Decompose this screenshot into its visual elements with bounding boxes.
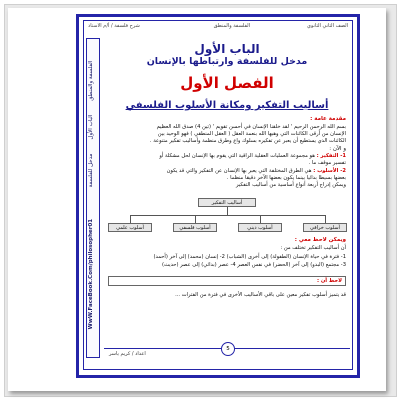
definition-thinking-label: 1- التفكير : [316, 153, 346, 159]
intro-line-3: الكائنات الذي يستطيع أن يعبر عن تفكيره بسلوك واع وطرق منظمة وأساليب تفكير متنوعة . [149, 138, 346, 144]
header-grade: الصف الثاني الثانوي [307, 23, 348, 29]
now-label: و الآن : [329, 146, 346, 152]
notice-list-line-2: 3- مجتمع (البدو) إلى آخر (الحضر) في نفس العصر 4- عصر (بدائي) إلى عصر (حديث) [162, 262, 346, 268]
intro-label: مقدمة عامة : [310, 116, 346, 122]
sidebar-tag-1: مدخل للفلسفة [88, 153, 94, 188]
tree-connector-stem [227, 207, 228, 215]
tree-child-box: أسلوب فلسفي [173, 223, 217, 232]
definition-thinking-text: هو مجموعة العمليات العقلية الراقية التي يقوم بها الإنسان لحل مشكلة أو [159, 153, 315, 159]
definition-method-text: هي الطرق المختلفة التي يعبر بها الإنسان عن التفكير والتي قد يكون [166, 168, 312, 174]
sidebar-tag-3: الفلسفة والمنطق [88, 60, 94, 101]
sidebar-url[interactable]: WwW.FaceBook.Com/philosopher01 [88, 218, 94, 330]
definition-thinking [108, 153, 346, 160]
footer-author: اعداد / كريم ياسر [109, 351, 146, 357]
tree-connector-drop [325, 215, 326, 223]
definition-method-cont: بعضها بسيطا بدائيا بينما يكون بعضها الآخر دقيقا منظما . [226, 175, 346, 181]
note-box [108, 276, 346, 286]
sidebar-text [88, 38, 100, 352]
header-teacher: شرح فلسفة / أ/م الاستاذ [88, 23, 140, 29]
sidebar [86, 38, 100, 358]
tree-child-box: أسلوب خرافي [303, 223, 347, 232]
part-subtitle: مدخل للفلسفة وارتباطها بالإنسان [146, 56, 308, 67]
section-title: أساليب التفكير ومكانة الأسلوب الفلسفي [125, 100, 329, 111]
notice-list-line-1: 1- فترة في حياة الإنسان (الطفولة) إلى أخرى (الشباب) 2- إنسان (محمد) إلى آخر (أحمد) [153, 254, 346, 260]
definition-method-cont-2: ويمكن إدراج أربعة أنواع أساسية من أساليب التفكير [235, 182, 346, 188]
tree-child-box: أسلوب علمي [108, 223, 152, 232]
conclusion-text: قد يتميز أسلوب تفكير معين على باقي الأساليب الأخرى في فترة من الفترات ... [175, 292, 346, 298]
intro-line-2: الإنسان من أرقى الكائنات التي وهبها الله بنعمة العقل ( العقل المنطقي ) فهو الوحيد بين [157, 131, 346, 137]
tree-root-box: أساليب التفكير [198, 198, 256, 207]
tree-child-box: أسلوب ديني [238, 223, 282, 232]
sidebar-tag-2: الباب الأول [88, 114, 94, 140]
header-subject: الفلسفة والمنطق [213, 23, 250, 29]
note-box-label: لاحظ أن : [316, 278, 342, 284]
chapter-title: الفصل الأول [180, 74, 274, 92]
part-title: الباب الأول [194, 42, 260, 56]
tree-connector-drop [130, 215, 131, 223]
page-footer [104, 340, 350, 356]
basmala-line: بسم الله الرحمن الرحيم ' لقد خلقنا الإنسان في أحسن تقويم ' (تين 4) صدق الله العظيم [156, 124, 346, 130]
definition-method [108, 168, 346, 175]
tree-connector-drop [260, 215, 261, 223]
tree-connector-drop [195, 215, 196, 223]
page-number: 5 [221, 342, 235, 356]
definition-method-label: 2- الأسلوب : [313, 168, 346, 174]
page-header [86, 22, 350, 31]
notice-text: أن أساليب التفكير تختلف من : [280, 245, 346, 251]
main-content [104, 32, 350, 367]
tree-connector-bar [130, 215, 326, 216]
notice-heading: ويمكن لاحظ معي : [294, 237, 346, 243]
definition-thinking-cont: تفسير موقف ما . [308, 160, 346, 166]
